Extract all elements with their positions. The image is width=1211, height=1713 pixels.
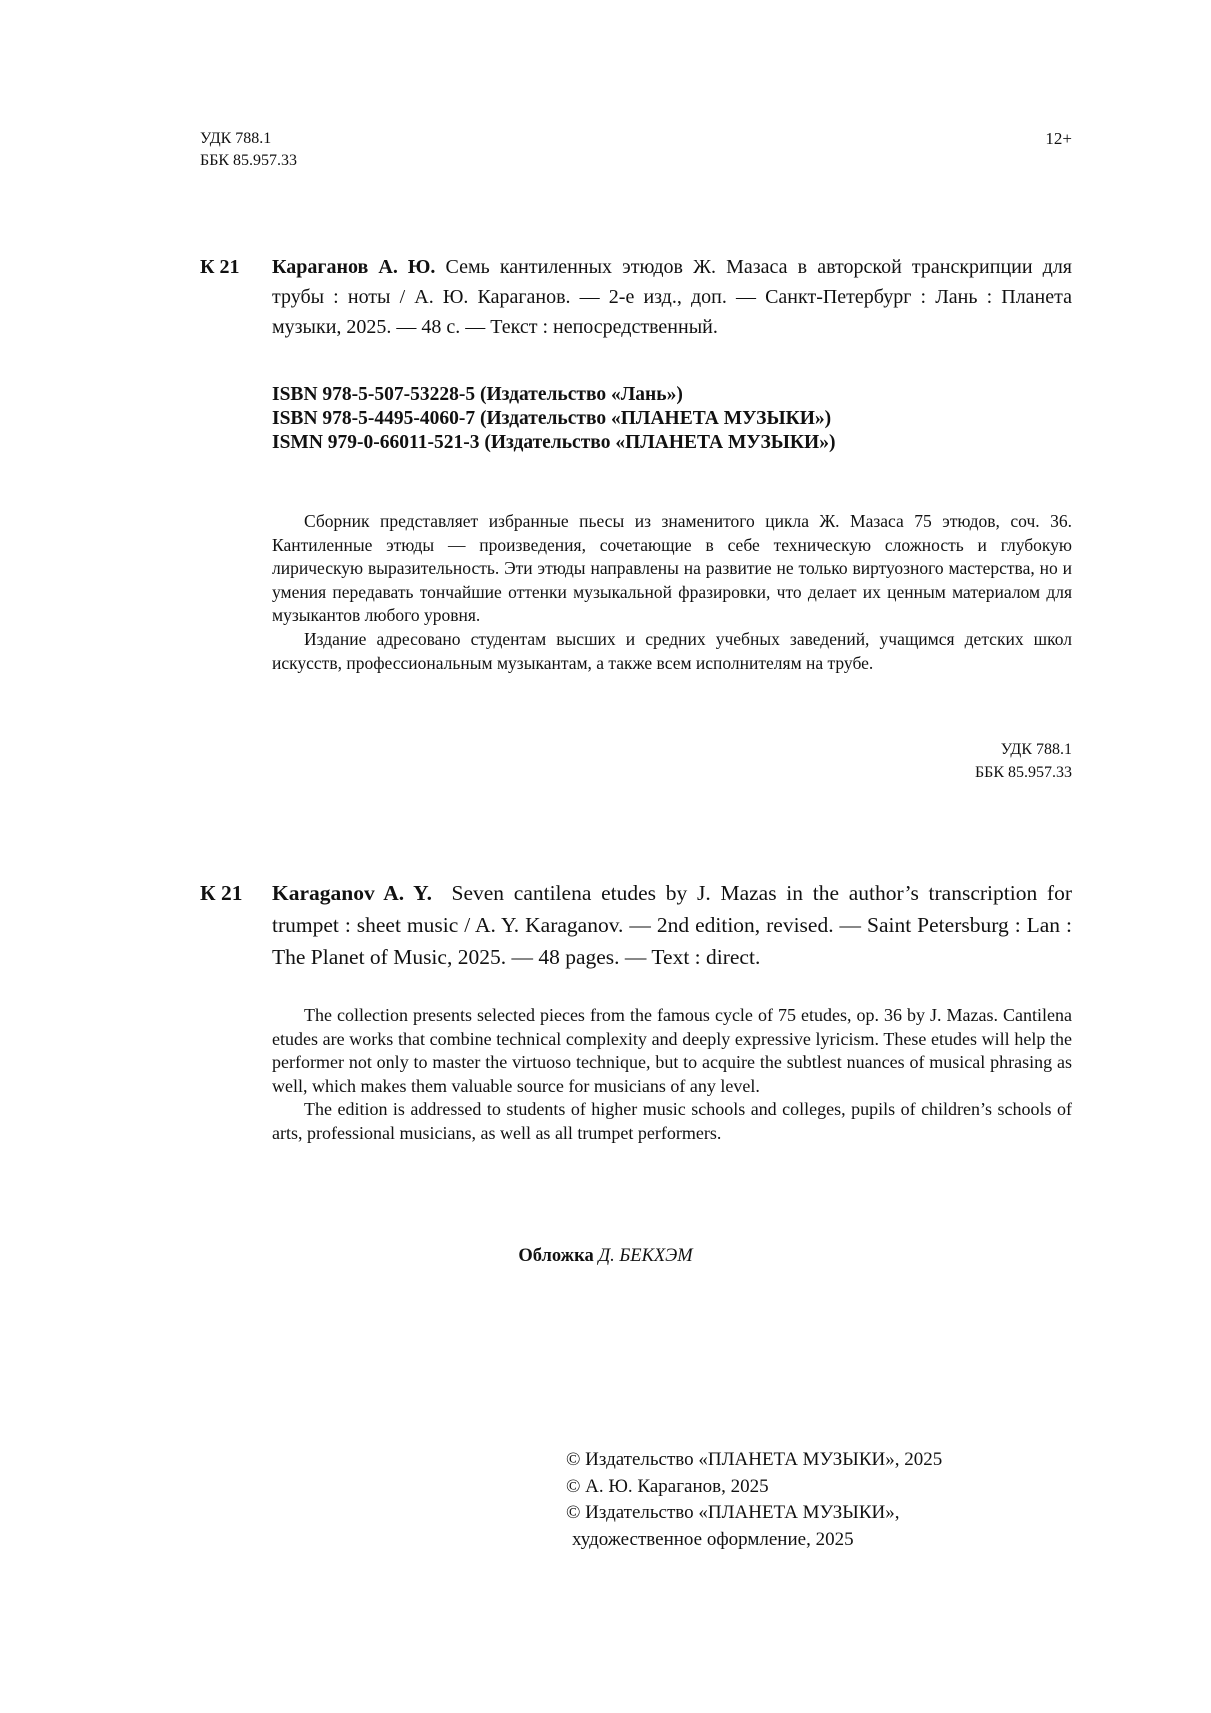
isbn-line: ISBN 978-5-4495-4060-7 (Издательство «ПЛАНЕТА МУЗЫКИ») bbox=[272, 408, 832, 429]
classification-bottom bbox=[975, 738, 1072, 784]
bbk-code: ББК 85.957.33 bbox=[974, 764, 1072, 781]
annotation-paragraph: The collection presents selected pieces from the famous cycle of 75 etudes, op. 36 by J. Mazas. Cantilena etudes are works that combine technical complexity and deeply expressive lyricism. These etudes will help the performer not only to master the virtuoso technique, but to acquire the subtlest nuances of musical phrasing as well, which makes them valuable source for musicians of any level. bbox=[272, 1005, 1072, 1096]
annotation-en bbox=[272, 1004, 1072, 1146]
copyright-line: © Издательство «ПЛАНЕТА МУЗЫКИ», 2025 bbox=[566, 1449, 943, 1470]
cover-credit bbox=[0, 1244, 1211, 1268]
annotation-paragraph: The edition is addressed to students of higher music schools and colleges, pupils of children’s schools of arts, professional musicians, as well as all trumpet performers. bbox=[272, 1099, 1072, 1143]
entry-author: Караганов А. Ю. bbox=[272, 256, 436, 278]
author-mark: К 21 bbox=[200, 256, 240, 278]
isbn-block bbox=[272, 383, 835, 455]
annotation-paragraph: Сборник представляет избранные пьесы из знаменитого цикла Ж. Мазаса 75 этюдов, соч. 36. Кантиленные этюды — произведения, сочетающие в себе техническую сложность и глубокую лирическую выразительность. Эти этюды направлены на развитие не только виртуозного мастерства, но и умения передавать тончайшие оттенки музыкальной фразировки, что делает их ценным материалом для музыкантов любого уровня. bbox=[272, 511, 1072, 626]
cover-label: Обложка bbox=[518, 1246, 594, 1266]
annotation-ru bbox=[272, 510, 1072, 675]
entry-body bbox=[272, 252, 1072, 342]
catalog-entry-en bbox=[200, 877, 1072, 973]
catalog-entry-ru bbox=[200, 252, 1072, 342]
ismn-line: ISMN 979-0-66011-521-3 (Издательство «ПЛАНЕТА МУЗЫКИ») bbox=[272, 432, 836, 453]
isbn-line: ISBN 978-5-507-53228-5 (Издательство «Лань») bbox=[272, 384, 683, 405]
copyright-line: художественное оформление, 2025 bbox=[572, 1528, 854, 1550]
udk-code: УДК 788.1 bbox=[1000, 741, 1072, 758]
entry-author: Karaganov A. Y. bbox=[272, 881, 433, 905]
entry-text: Семь кантиленных этюдов Ж. Мазаса в авторской транскрипции для трубы : ноты / А. Ю. Караганов. — 2-е изд., доп. — Санкт-Петербург : Лань : Планета музыки, 2025. — 48 с. — Текст : непосредственный. bbox=[272, 256, 1073, 338]
classification-top bbox=[200, 128, 297, 172]
copyright-line: © А. Ю. Караганов, 2025 bbox=[566, 1475, 769, 1497]
entry-body bbox=[272, 877, 1072, 973]
copyright-block bbox=[566, 1447, 942, 1553]
bbk-code: ББК 85.957.33 bbox=[200, 152, 298, 169]
cover-designer: Д. БЕКХЭМ bbox=[598, 1246, 693, 1266]
udk-code: УДК 788.1 bbox=[200, 130, 272, 147]
age-rating: 12+ bbox=[1045, 129, 1072, 148]
annotation-paragraph: Издание адресовано студентам высших и средних учебных заведений, учащимся детских школ искусств, профессиональным музыкантам, а также всем исполнителям на трубе. bbox=[272, 628, 1072, 673]
copyright-line: © Издательство «ПЛАНЕТА МУЗЫКИ», bbox=[566, 1502, 900, 1523]
author-mark: К 21 bbox=[200, 881, 243, 905]
entry-text: Seven cantilena etudes by J. Mazas in the author’s transcription for trumpet : sheet music / A. Y. Karaganov. — 2nd edition, revised. — Saint Petersburg : Lan : The Planet of Music, 2025. — 48 pages. — Text : direct. bbox=[272, 881, 1073, 969]
